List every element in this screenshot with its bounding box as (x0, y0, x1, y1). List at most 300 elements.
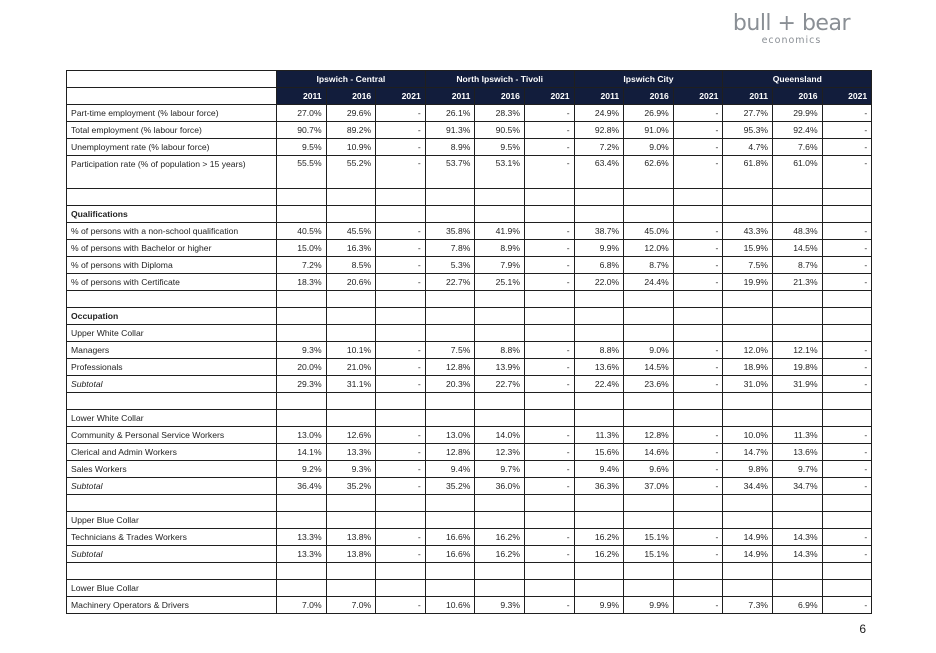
value-cell (673, 393, 723, 410)
value-cell (475, 495, 525, 512)
value-cell: - (822, 156, 872, 189)
row-label: Technicians & Trades Workers (67, 529, 277, 546)
value-cell (376, 393, 426, 410)
value-cell: 53.1% (475, 156, 525, 189)
value-cell (376, 325, 426, 342)
value-cell: - (673, 529, 723, 546)
table-row (67, 139, 872, 156)
value-cell: - (673, 274, 723, 291)
value-cell: 29.6% (326, 105, 376, 122)
value-cell: - (376, 240, 426, 257)
value-cell: 16.2% (574, 529, 624, 546)
value-cell (723, 512, 773, 529)
value-cell: - (376, 427, 426, 444)
value-cell (326, 393, 376, 410)
table-row (67, 257, 872, 274)
value-cell: 6.8% (574, 257, 624, 274)
value-cell (773, 291, 823, 308)
table-row (67, 512, 872, 529)
value-cell (326, 563, 376, 580)
value-cell (574, 563, 624, 580)
value-cell (277, 206, 327, 223)
value-cell: 14.5% (773, 240, 823, 257)
row-label: Unemployment rate (% labour force) (67, 139, 277, 156)
value-cell (673, 512, 723, 529)
year-header: 2011 (277, 88, 327, 105)
year-header: 2021 (524, 88, 574, 105)
value-cell (475, 563, 525, 580)
value-cell (773, 410, 823, 427)
logo-tagline: economics (761, 35, 822, 46)
year-header: 2021 (376, 88, 426, 105)
value-cell (574, 291, 624, 308)
value-cell: 12.8% (425, 359, 475, 376)
value-cell: 22.0% (574, 274, 624, 291)
spacer-row (67, 393, 872, 410)
value-cell: 91.3% (425, 122, 475, 139)
value-cell: 7.8% (425, 240, 475, 257)
value-cell: 29.3% (277, 376, 327, 393)
value-cell (822, 512, 872, 529)
value-cell (376, 512, 426, 529)
value-cell: 9.0% (624, 139, 674, 156)
value-cell: 11.3% (773, 427, 823, 444)
value-cell: 13.8% (326, 529, 376, 546)
value-cell (723, 563, 773, 580)
value-cell (773, 580, 823, 597)
value-cell (574, 580, 624, 597)
region-header: Ipswich - Central (277, 71, 426, 88)
value-cell: 89.2% (326, 122, 376, 139)
value-cell (524, 206, 574, 223)
table-body (67, 105, 872, 614)
value-cell (773, 325, 823, 342)
value-cell: - (673, 597, 723, 614)
value-cell: 14.5% (624, 359, 674, 376)
value-cell: 21.0% (326, 359, 376, 376)
value-cell: 8.9% (425, 139, 475, 156)
value-cell: 12.8% (624, 427, 674, 444)
value-cell: - (822, 274, 872, 291)
value-cell (524, 291, 574, 308)
value-cell: 9.4% (425, 461, 475, 478)
value-cell: 31.1% (326, 376, 376, 393)
value-cell: 19.9% (723, 274, 773, 291)
value-cell (475, 410, 525, 427)
value-cell (326, 308, 376, 325)
value-cell: - (673, 240, 723, 257)
value-cell (524, 495, 574, 512)
table-row (67, 122, 872, 139)
value-cell (773, 393, 823, 410)
value-cell: 36.3% (574, 478, 624, 495)
table-row (67, 546, 872, 563)
row-label: Machinery Operators & Drivers (67, 597, 277, 614)
row-label: % of persons with Bachelor or higher (67, 240, 277, 257)
value-cell (475, 189, 525, 206)
value-cell: 92.4% (773, 122, 823, 139)
value-cell (773, 563, 823, 580)
value-cell: 9.5% (277, 139, 327, 156)
value-cell: - (673, 122, 723, 139)
value-cell: - (822, 597, 872, 614)
value-cell: 4.7% (723, 139, 773, 156)
value-cell (822, 393, 872, 410)
value-cell (723, 291, 773, 308)
value-cell: 36.0% (475, 478, 525, 495)
value-cell: 62.6% (624, 156, 674, 189)
value-cell: 7.5% (723, 257, 773, 274)
year-header: 2016 (475, 88, 525, 105)
value-cell: 22.7% (425, 274, 475, 291)
value-cell: 16.3% (326, 240, 376, 257)
value-cell: 61.0% (773, 156, 823, 189)
value-cell: 48.3% (773, 223, 823, 240)
value-cell (524, 393, 574, 410)
spacer-row (67, 563, 872, 580)
value-cell (673, 291, 723, 308)
value-cell: - (673, 427, 723, 444)
table-row (67, 461, 872, 478)
value-cell (326, 325, 376, 342)
value-cell: - (524, 139, 574, 156)
value-cell: - (673, 444, 723, 461)
value-cell: 13.9% (475, 359, 525, 376)
value-cell: - (376, 122, 426, 139)
row-label: Lower White Collar (67, 410, 277, 427)
value-cell (574, 189, 624, 206)
value-cell: 7.5% (425, 342, 475, 359)
table-row (67, 240, 872, 257)
value-cell (624, 206, 674, 223)
value-cell (425, 495, 475, 512)
table-row (67, 529, 872, 546)
table-row (67, 410, 872, 427)
value-cell: 13.6% (574, 359, 624, 376)
value-cell: 15.0% (277, 240, 327, 257)
value-cell: 55.2% (326, 156, 376, 189)
value-cell: 14.9% (723, 546, 773, 563)
value-cell (624, 563, 674, 580)
table-row (67, 580, 872, 597)
row-label (67, 563, 277, 580)
value-cell: - (673, 461, 723, 478)
value-cell: - (822, 122, 872, 139)
value-cell: - (822, 105, 872, 122)
value-cell: 16.6% (425, 529, 475, 546)
value-cell: - (376, 223, 426, 240)
value-cell (574, 410, 624, 427)
value-cell: - (673, 546, 723, 563)
value-cell (723, 393, 773, 410)
value-cell (673, 206, 723, 223)
row-label: Lower Blue Collar (67, 580, 277, 597)
value-cell (723, 325, 773, 342)
value-cell: 13.3% (326, 444, 376, 461)
value-cell (773, 512, 823, 529)
value-cell (773, 189, 823, 206)
value-cell (524, 563, 574, 580)
value-cell (524, 308, 574, 325)
value-cell (425, 291, 475, 308)
row-label: Managers (67, 342, 277, 359)
value-cell: 36.4% (277, 478, 327, 495)
value-cell (277, 580, 327, 597)
table-row (67, 359, 872, 376)
value-cell: - (524, 342, 574, 359)
table-row (67, 274, 872, 291)
value-cell: 16.2% (574, 546, 624, 563)
value-cell (624, 495, 674, 512)
value-cell (376, 563, 426, 580)
value-cell: - (376, 461, 426, 478)
value-cell: 25.1% (475, 274, 525, 291)
table-row (67, 325, 872, 342)
value-cell: - (524, 478, 574, 495)
value-cell (425, 325, 475, 342)
value-cell: - (524, 156, 574, 189)
value-cell (376, 410, 426, 427)
value-cell: 43.3% (723, 223, 773, 240)
value-cell (574, 308, 624, 325)
row-label: Professionals (67, 359, 277, 376)
value-cell (475, 580, 525, 597)
value-cell: 8.8% (475, 342, 525, 359)
value-cell: 9.6% (624, 461, 674, 478)
value-cell (475, 325, 525, 342)
value-cell (524, 189, 574, 206)
value-cell: 13.3% (277, 529, 327, 546)
value-cell: 9.9% (624, 597, 674, 614)
value-cell (475, 393, 525, 410)
value-cell: - (524, 122, 574, 139)
value-cell: 14.9% (723, 529, 773, 546)
value-cell: - (822, 240, 872, 257)
value-cell (822, 206, 872, 223)
value-cell (624, 512, 674, 529)
value-cell: 7.2% (277, 257, 327, 274)
value-cell: - (376, 274, 426, 291)
value-cell: - (524, 359, 574, 376)
value-cell: 35.2% (425, 478, 475, 495)
value-cell: - (673, 156, 723, 189)
spacer-row (67, 495, 872, 512)
table-row (67, 223, 872, 240)
value-cell: - (524, 427, 574, 444)
year-header-row (67, 88, 872, 105)
page-number: 6 (859, 622, 866, 636)
value-cell (673, 563, 723, 580)
value-cell (326, 189, 376, 206)
value-cell: - (524, 376, 574, 393)
value-cell (425, 189, 475, 206)
value-cell: 16.2% (475, 529, 525, 546)
value-cell: 16.6% (425, 546, 475, 563)
value-cell: 7.6% (773, 139, 823, 156)
table-row (67, 478, 872, 495)
value-cell: - (376, 359, 426, 376)
value-cell: 7.9% (475, 257, 525, 274)
value-cell: - (822, 427, 872, 444)
value-cell: - (376, 342, 426, 359)
value-cell: 26.9% (624, 105, 674, 122)
value-cell (376, 291, 426, 308)
value-cell: 35.2% (326, 478, 376, 495)
value-cell: - (822, 139, 872, 156)
value-cell: - (673, 478, 723, 495)
value-cell: 10.0% (723, 427, 773, 444)
company-logo (733, 12, 850, 46)
value-cell (822, 495, 872, 512)
value-cell (673, 410, 723, 427)
value-cell: - (822, 461, 872, 478)
value-cell (524, 325, 574, 342)
value-cell (723, 410, 773, 427)
table-row (67, 206, 872, 223)
value-cell: 9.3% (475, 597, 525, 614)
value-cell: 24.9% (574, 105, 624, 122)
row-label: Sales Workers (67, 461, 277, 478)
value-cell: - (673, 376, 723, 393)
value-cell: - (376, 105, 426, 122)
value-cell: 29.9% (773, 105, 823, 122)
value-cell: 20.6% (326, 274, 376, 291)
value-cell: 34.7% (773, 478, 823, 495)
value-cell (624, 291, 674, 308)
value-cell: 27.7% (723, 105, 773, 122)
value-cell: 8.8% (574, 342, 624, 359)
value-cell: 45.5% (326, 223, 376, 240)
value-cell: 34.4% (723, 478, 773, 495)
value-cell (277, 563, 327, 580)
value-cell: 9.9% (574, 597, 624, 614)
value-cell: - (524, 274, 574, 291)
value-cell: 9.8% (723, 461, 773, 478)
value-cell: 11.3% (574, 427, 624, 444)
value-cell: - (822, 546, 872, 563)
value-cell (574, 206, 624, 223)
value-cell: 12.3% (475, 444, 525, 461)
value-cell: 41.9% (475, 223, 525, 240)
value-cell: 14.3% (773, 529, 823, 546)
value-cell: 35.8% (425, 223, 475, 240)
value-cell: 90.5% (475, 122, 525, 139)
value-cell: 10.9% (326, 139, 376, 156)
value-cell: - (673, 342, 723, 359)
value-cell (376, 495, 426, 512)
value-cell: - (822, 529, 872, 546)
row-label: Qualifications (67, 206, 277, 223)
value-cell (425, 563, 475, 580)
value-cell: - (822, 478, 872, 495)
value-cell: 14.7% (723, 444, 773, 461)
value-cell: - (376, 257, 426, 274)
value-cell (624, 189, 674, 206)
value-cell: - (376, 156, 426, 189)
value-cell: 45.0% (624, 223, 674, 240)
value-cell: 12.6% (326, 427, 376, 444)
value-cell: 15.6% (574, 444, 624, 461)
value-cell (277, 308, 327, 325)
value-cell: - (524, 223, 574, 240)
value-cell (376, 206, 426, 223)
row-label: Subtotal (67, 546, 277, 563)
value-cell: 13.0% (277, 427, 327, 444)
value-cell: 9.3% (277, 342, 327, 359)
value-cell: 23.6% (624, 376, 674, 393)
row-label: Participation rate (% of population > 15 years) (67, 156, 277, 189)
value-cell (326, 291, 376, 308)
row-label: Clerical and Admin Workers (67, 444, 277, 461)
year-header: 2011 (723, 88, 773, 105)
value-cell: 12.8% (425, 444, 475, 461)
value-cell: - (376, 478, 426, 495)
year-header: 2016 (624, 88, 674, 105)
value-cell: 21.3% (773, 274, 823, 291)
value-cell: 9.0% (624, 342, 674, 359)
value-cell (574, 495, 624, 512)
value-cell (326, 512, 376, 529)
value-cell (822, 291, 872, 308)
value-cell: 13.6% (773, 444, 823, 461)
value-cell: - (822, 223, 872, 240)
value-cell (475, 291, 525, 308)
value-cell (574, 512, 624, 529)
value-cell: 12.0% (624, 240, 674, 257)
value-cell: 7.2% (574, 139, 624, 156)
row-label: Subtotal (67, 478, 277, 495)
header-blank-cell (67, 71, 277, 88)
value-cell (425, 206, 475, 223)
table-row (67, 308, 872, 325)
value-cell: 5.3% (425, 257, 475, 274)
spacer-row (67, 189, 872, 206)
value-cell (277, 325, 327, 342)
value-cell: 14.6% (624, 444, 674, 461)
value-cell (475, 308, 525, 325)
value-cell: 90.7% (277, 122, 327, 139)
value-cell: 38.7% (574, 223, 624, 240)
value-cell (673, 580, 723, 597)
value-cell: - (822, 444, 872, 461)
value-cell (624, 580, 674, 597)
value-cell: 12.1% (773, 342, 823, 359)
row-label (67, 291, 277, 308)
value-cell (723, 189, 773, 206)
value-cell (822, 325, 872, 342)
value-cell (425, 393, 475, 410)
value-cell: 8.5% (326, 257, 376, 274)
value-cell (822, 410, 872, 427)
value-cell: 15.9% (723, 240, 773, 257)
value-cell (425, 410, 475, 427)
logo-wordmark: bull + bear (732, 11, 850, 36)
year-header: 2011 (574, 88, 624, 105)
value-cell (673, 308, 723, 325)
value-cell (574, 393, 624, 410)
row-label (67, 189, 277, 206)
value-cell: 14.3% (773, 546, 823, 563)
row-label: Occupation (67, 308, 277, 325)
value-cell: - (376, 529, 426, 546)
value-cell (822, 563, 872, 580)
table-row (67, 376, 872, 393)
table-row (67, 427, 872, 444)
value-cell: 9.5% (475, 139, 525, 156)
labour-statistics-table (66, 70, 872, 614)
value-cell (475, 206, 525, 223)
value-cell: 6.9% (773, 597, 823, 614)
